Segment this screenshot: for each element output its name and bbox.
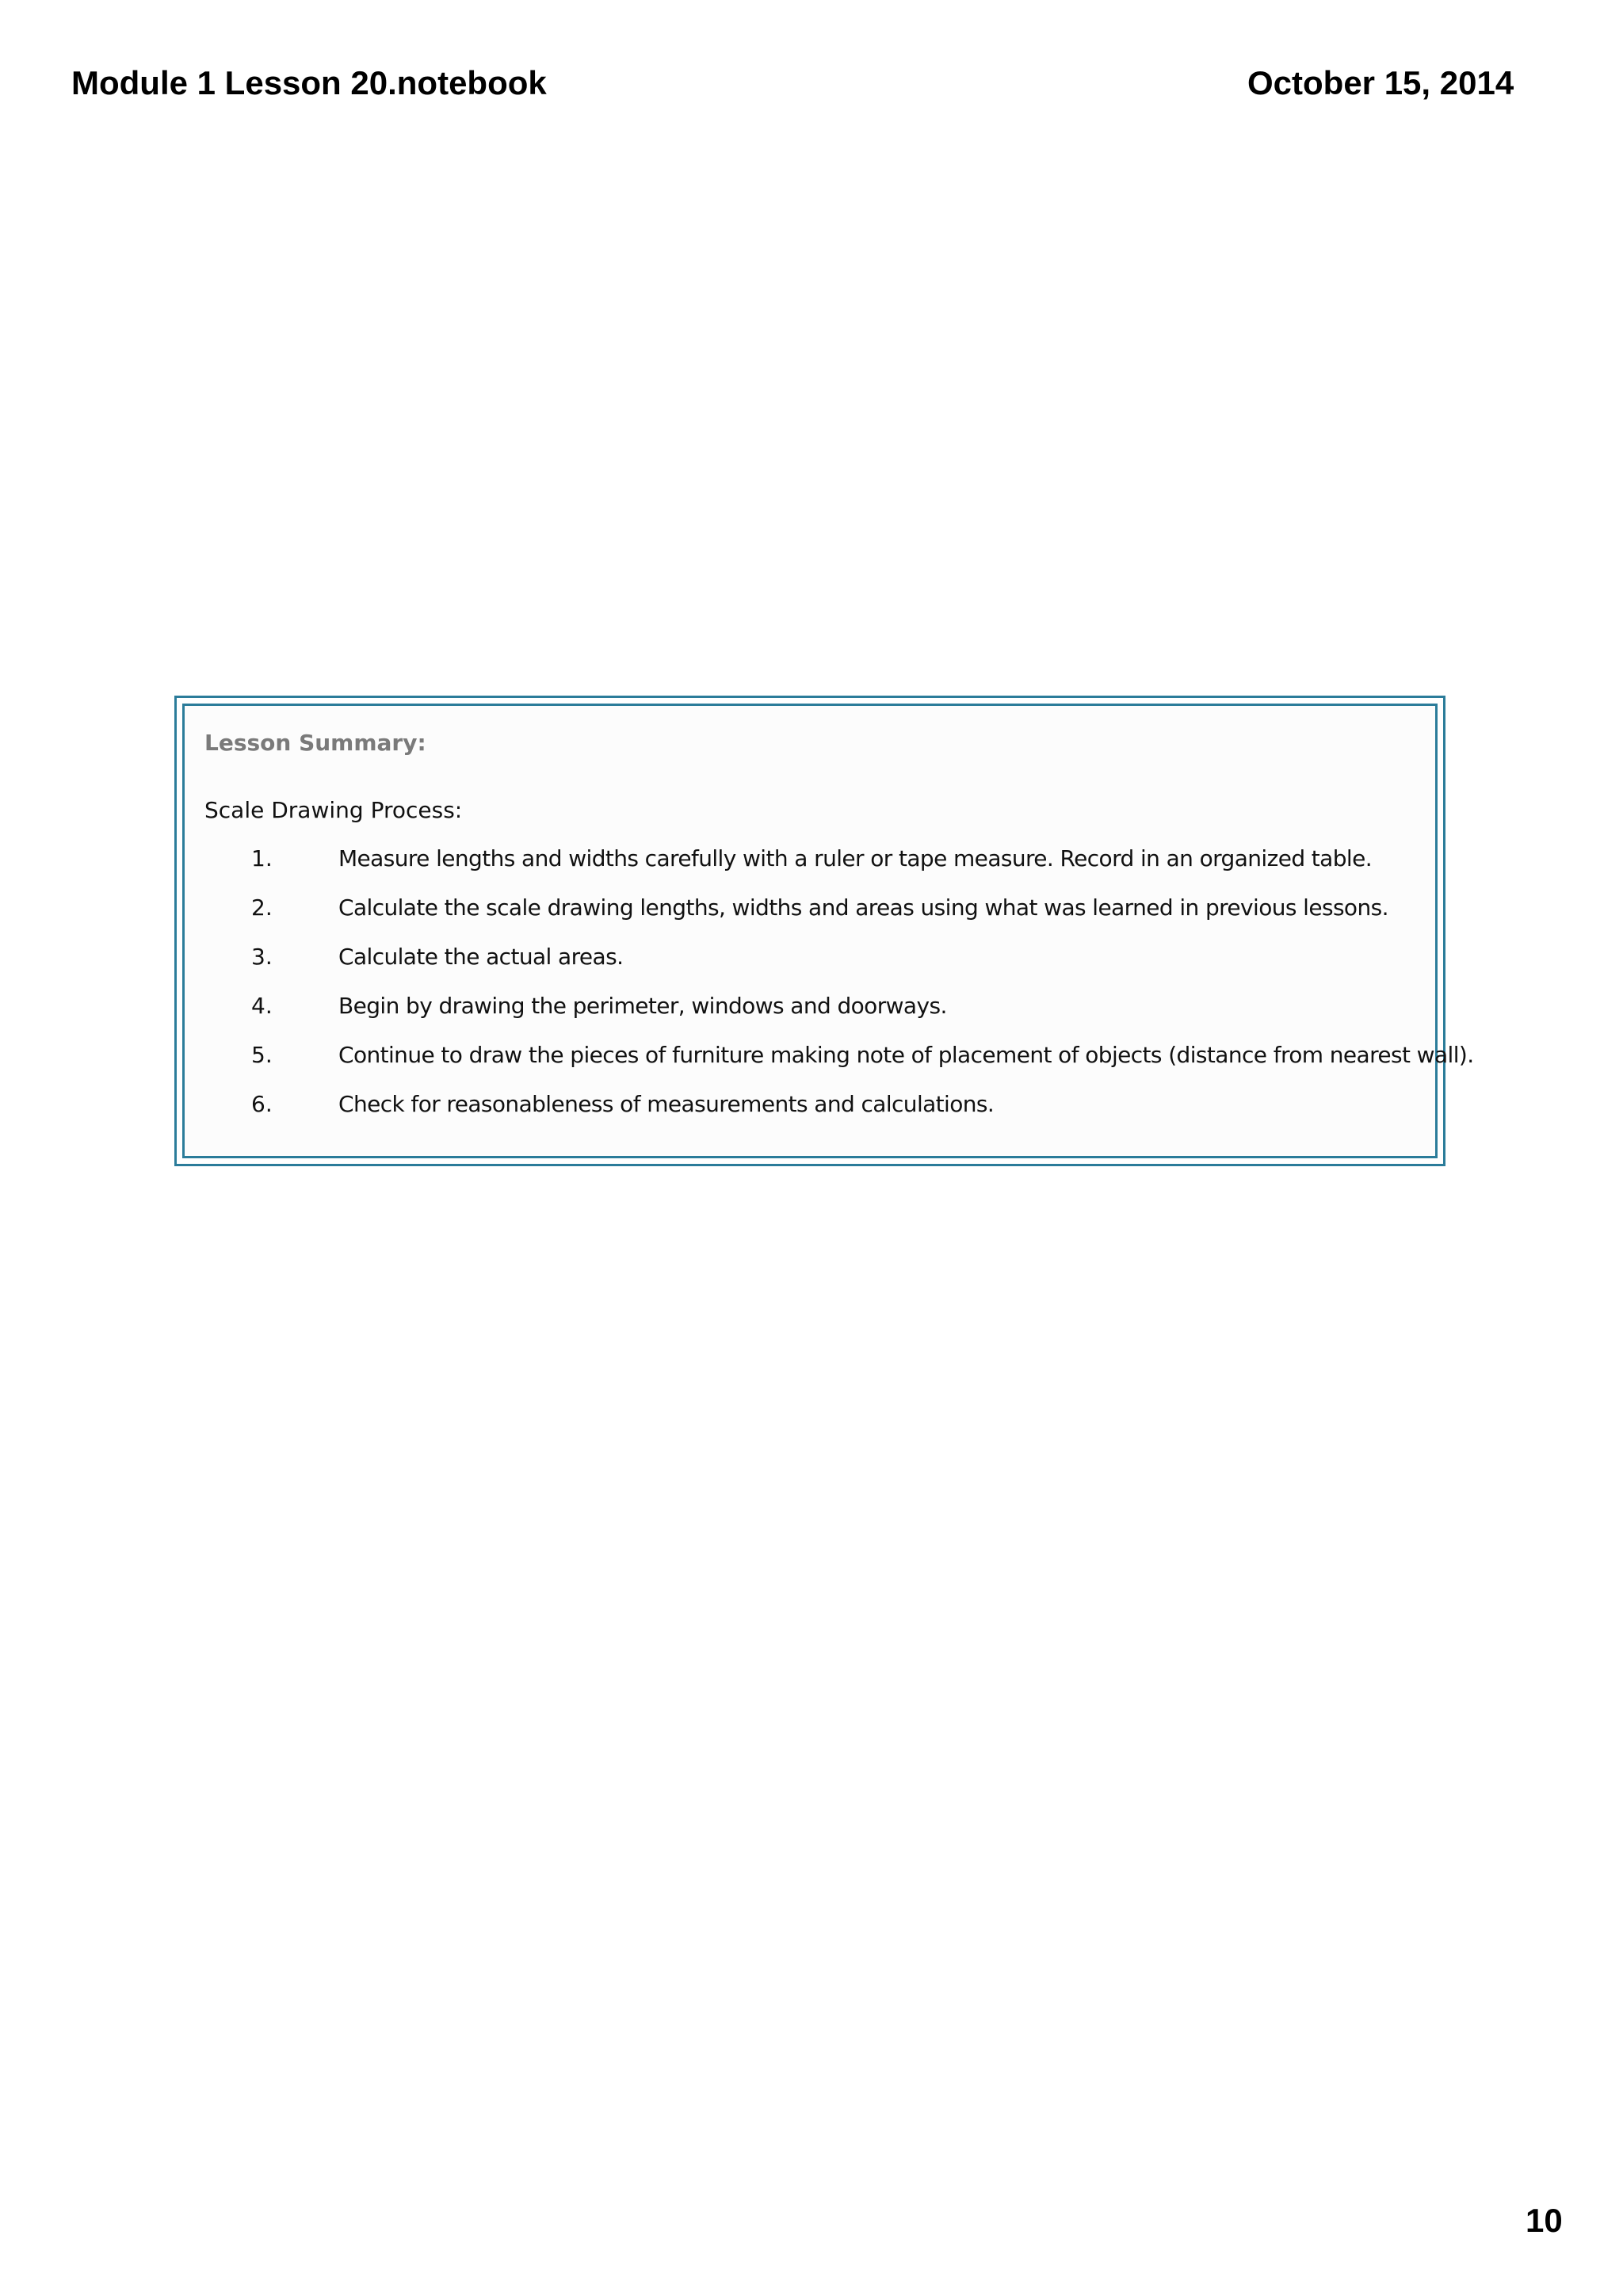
lesson-summary-title: Lesson Summary: bbox=[204, 730, 426, 756]
lesson-summary-box bbox=[174, 696, 1474, 1166]
step-number: 5. bbox=[251, 1042, 273, 1068]
process-heading: Scale Drawing Process: bbox=[204, 797, 463, 823]
document-title: Module 1 Lesson 20.notebook bbox=[71, 64, 547, 101]
lesson-summary-inner-frame bbox=[182, 704, 1474, 1158]
step-number: 3. bbox=[251, 944, 273, 970]
step-number: 4. bbox=[251, 993, 273, 1019]
step-text: Check for reasonableness of measurements and calculations. bbox=[338, 1091, 995, 1117]
step-text: Calculate the actual areas. bbox=[338, 944, 624, 970]
step-text: Calculate the scale drawing lengths, widths and areas using what was learned in previous lessons. bbox=[338, 894, 1388, 921]
step-text: Begin by drawing the perimeter, windows and doorways. bbox=[338, 993, 947, 1019]
step-text: Continue to draw the pieces of furniture making note of placement of objects (distance from nearest wall). bbox=[338, 1042, 1474, 1068]
step-number: 2. bbox=[251, 894, 273, 921]
step-number: 6. bbox=[251, 1091, 273, 1117]
document-date: October 15, 2014 bbox=[1247, 64, 1514, 101]
step-text: Measure lengths and widths carefully with a ruler or tape measure. Record in an organized table. bbox=[338, 845, 1373, 871]
page-number: 10 bbox=[1526, 2202, 1563, 2239]
step-number: 1. bbox=[251, 845, 273, 871]
